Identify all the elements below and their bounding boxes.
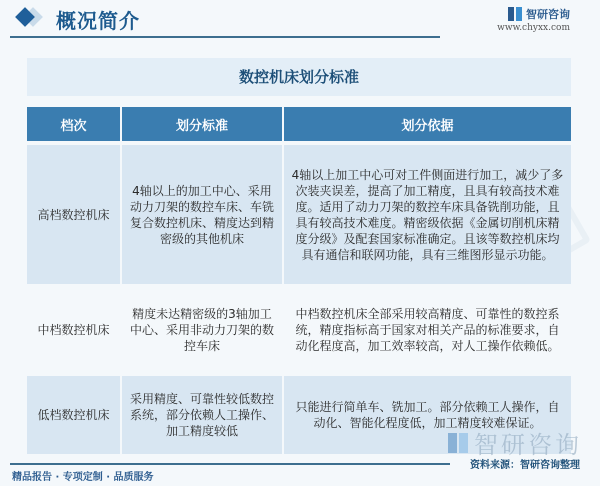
grade-cell: 低档数控机床 (27, 372, 122, 454)
column-header-basis: 划分依据 (284, 107, 571, 141)
classification-table (27, 107, 571, 454)
grade-cell: 高档数控机床 (27, 141, 122, 284)
footer-slogan: 精品报告 · 专项定制 · 品质服务 (12, 472, 154, 483)
brand-block (497, 6, 570, 33)
page-header (0, 0, 600, 40)
table-title: 数控机床划分标准 (27, 58, 571, 96)
chyxx-logo-icon (448, 433, 468, 453)
basis-cell: 4轴以上加工中心可对工件侧面进行加工，减少了多次装夹误差，提高了加工精度，且具有较高技术难度。适用了动力刀架的数控车床具备铣削功能，且具有较高技术难度。精密级依据《金属切削机床精度分级》及配套国家标准确定。且该等数控机床均具有通信和联网功能，具有三维图形显示功能。 (284, 141, 571, 284)
chyxx-logo-icon (508, 7, 522, 21)
basis-cell: 中档数控机床全部采用较高精度、可靠性的数控系统，精度指标高于国家对相关产品的标准要求，自动化程度高，加工效率较高，对人工操作依赖低。 (284, 284, 571, 372)
table-row (27, 141, 571, 284)
page-title: 概况简介 (56, 9, 140, 33)
brand-url: www.chyxx.com (497, 23, 570, 33)
standard-cell: 采用精度、可靠性较低数控系统，部分依赖人工操作、加工精度较低 (122, 372, 284, 454)
column-header-standard: 划分标准 (122, 107, 284, 141)
brand-watermark: 智研咨询 (448, 425, 582, 460)
standard-cell: 4轴以上的加工中心、采用动力刀架的数控车床、车铣复合数控机床、精度达到精密级的其他机床 (122, 141, 284, 284)
basis-cell: 只能进行简单车、铣加工。部分依赖工人操作，自动化、智能化程度低，加工精度较难保证。 (284, 372, 571, 454)
table-row (27, 284, 571, 372)
footer-divider (10, 463, 450, 465)
column-header-grade: 档次 (27, 107, 122, 141)
brand-name: 智研咨询 (526, 8, 570, 21)
header-divider (10, 36, 440, 38)
table-header-row (27, 107, 571, 141)
standard-cell: 精度未达精密级的3轴加工中心、采用非动力刀架的数控车床 (122, 284, 284, 372)
grade-cell: 中档数控机床 (27, 284, 122, 372)
data-source: 资料来源：智研咨询整理 (470, 460, 580, 471)
